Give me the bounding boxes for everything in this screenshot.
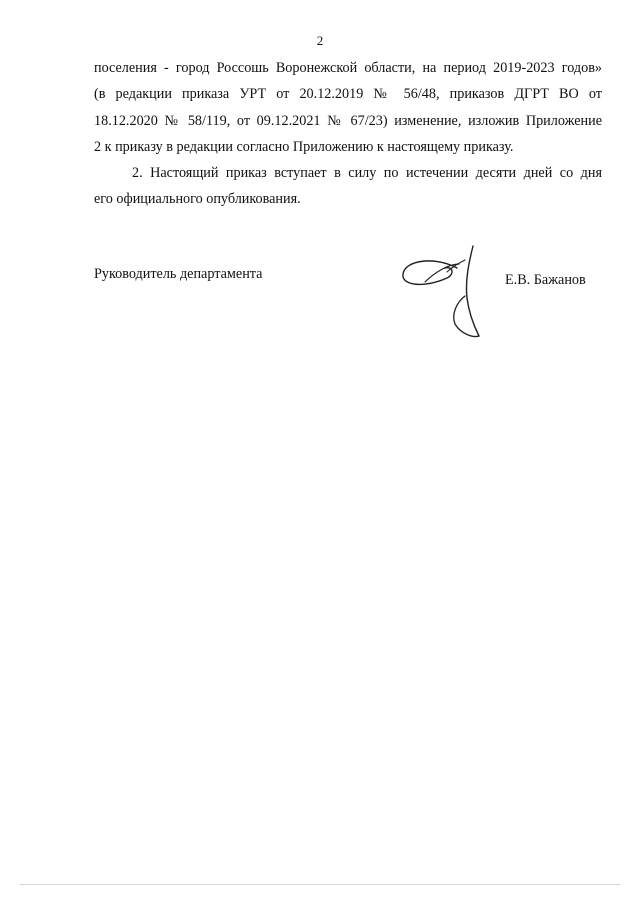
document-body [94,55,602,213]
signatory-name: Е.В. Бажанов [505,272,586,288]
paragraph-1-line: (в редакции приказа УРТ от 20.12.2019 № 56/48, приказов ДГРТ ВО от [94,86,602,103]
page-bottom-edge [20,884,620,885]
paragraph-1-line: 2 к приказу в редакции согласно Приложению к настоящему приказу. [94,138,514,155]
signatory-role: Руководитель департамента [94,266,263,282]
handwritten-signature [395,238,505,343]
paragraph-2-line: 2. Настоящий приказ вступает в силу по истечении десяти дней со дня [132,165,602,182]
paragraph-1-line: 18.12.2020 № 58/119, от 09.12.2021 № 67/23) изменение, изложив Приложение [94,112,602,129]
paragraph-1-line: поселения - город Россошь Воронежской области, на период 2019-2023 годов» [94,60,602,76]
paragraph-2-line: его официального опубликования. [94,191,301,208]
page-number: 2 [316,33,324,48]
